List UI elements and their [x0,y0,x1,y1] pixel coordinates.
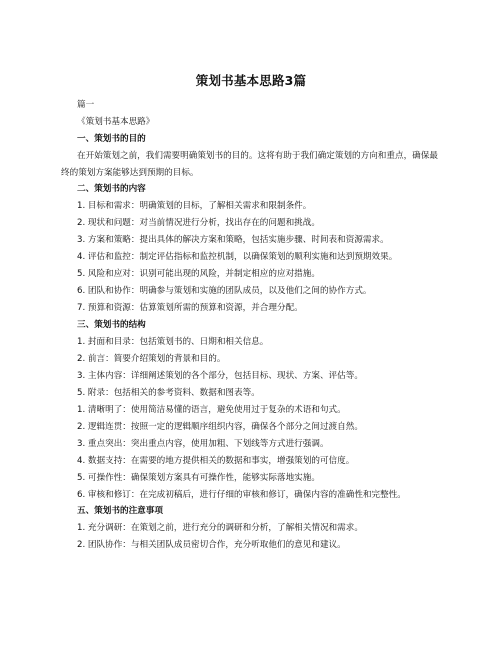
list-item: 5. 附录：包括相关的参考资料、数据和图表等。 [77,387,260,398]
paragraph: 在开始策划之前，我们需要明确策划书的目的。这将有助于我们确定策划的方向和重点，确保最终的策划方案能够达到预期的目标。 [61,151,438,178]
list-item: 4. 数据支持：在需要的地方提供相关的数据和事实，增强策划的可信度。 [77,455,355,466]
section-heading: 二、策划书的内容 [77,184,146,194]
document-subtitle: 《策划书基本思路》 [77,117,155,127]
list-item: 3. 主体内容：详细阐述策划的各个部分，包括目标、现状、方案、评估等。 [77,370,363,381]
list-item: 1. 目标和需求：明确策划的目标，了解相关需求和限制条件。 [77,201,312,211]
section-heading: 三、策划书的结构 [77,319,146,330]
list-item: 3. 方案和策略：提出具体的解决方案和策略，包括实施步骤、时间表和资源需求。 [77,235,389,245]
list-item: 5. 风险和应对：识别可能出现的风险，并制定相应的应对措施。 [77,268,320,279]
list-item: 4. 评估和监控：制定评估指标和监控机制，以确保策划的顺利实施和达到预期效果。 [77,252,398,262]
list-item: 2. 团队协作：与相关团队成员密切合作，充分听取他们的意见和建议。 [77,540,346,550]
list-item: 3. 重点突出：突出重点内容，使用加粗、下划线等方式进行强调。 [77,438,329,449]
list-item: 2. 逻辑连贯：按照一定的逻辑顺序组织内容，确保各个部分之间过渡自然。 [77,421,363,432]
list-item: 2. 前言：简要介绍策划的背景和目的。 [77,353,226,364]
list-item: 6. 团队和协作：明确参与策划和实施的团队成员，以及他们之间的协作方式。 [77,285,372,296]
list-item: 6. 审核和修订：在完成初稿后，进行仔细的审核和修订，确保内容的准确性和完整性。 [77,489,406,500]
part-label: 篇一 [77,100,95,110]
section-heading: 五、策划书的注意事项 [77,506,163,516]
document-title: 策划书基本思路3篇 [195,73,307,88]
document-body [61,97,443,554]
list-item: 7. 预算和资源：估算策划所需的预算和资源，并合理分配。 [77,302,303,313]
section-heading: 一、策划书的目的 [77,134,146,144]
list-item: 1. 清晰明了：使用简洁易懂的语言，避免使用过于复杂的术语和句式。 [77,404,346,415]
list-item: 5. 可操作性：确保策划方案具有可操作性，能够实际落地实施。 [77,472,320,483]
list-item: 1. 封面和目录：包括策划书的、日期和相关信息。 [77,336,269,347]
list-item: 1. 充分调研：在策划之前，进行充分的调研和分析，了解相关情况和需求。 [77,523,363,533]
list-item: 2. 现状和问题：对当前情况进行分析，找出存在的问题和挑战。 [77,218,320,228]
